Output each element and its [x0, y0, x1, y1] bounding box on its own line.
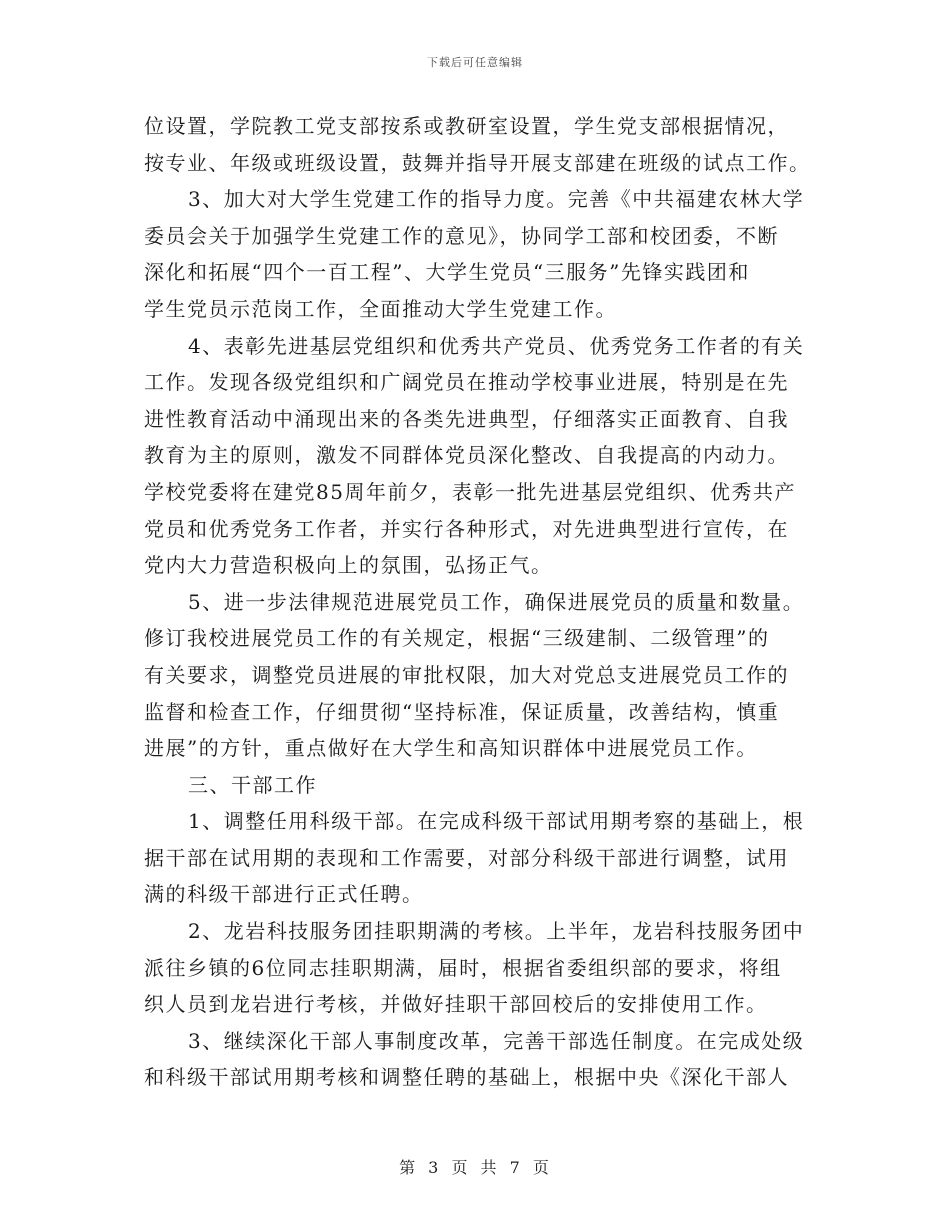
text-line: 2、龙岩科技服务团挂职期满的考核。上半年，龙岩科技服务团中 — [188, 919, 805, 944]
text-line: 教育为主的原则，激发不同群体党员深化整改、自我提高的内动力。 — [144, 443, 789, 468]
text-line: 1、调整任用科级干部。在完成科级干部试用期考察的基础上，根 — [188, 809, 805, 834]
text-line: 学生党员示范岗工作，全面推动大学生党建工作。 — [144, 296, 617, 321]
text-line: 监督和检查工作，仔细贯彻“坚持标准，保证质量，改善结构，慎重 — [144, 699, 780, 724]
section-heading: 三、干部工作 — [188, 772, 317, 797]
text-line: 修订我校进展党员工作的有关规定，根据“三级建制、二级管理”的 — [144, 626, 770, 651]
text-line: 有关要求，调整党员进展的审批权限，加大对党总支进展党员工作的 — [144, 662, 789, 687]
text-line: 5、进一步法律规范进展党员工作，确保进展党员的质量和数量。 — [188, 589, 805, 614]
text-line: 党内大力营造积极向上的氛围，弘扬正气。 — [144, 553, 553, 578]
text-line: 委员会关于加强学生党建工作的意见》，协同学工部和校团委，不断 — [144, 223, 779, 248]
document-body — [144, 108, 811, 1096]
text-line: 3、加大对大学生党建工作的指导力度。完善《中共福建农林大学 — [188, 187, 805, 212]
text-line: 进展”的方针，重点做好在大学生和高知识群体中进展党员工作。 — [144, 736, 758, 761]
text-line: 学校党委将在建党85周年前夕，表彰一批先进基层党组织、优秀共产 — [144, 479, 796, 504]
page-number: 第 3 页 共 7 页 — [399, 1158, 551, 1177]
text-line: 4、表彰先进基层党组织和优秀共产党员、优秀党务工作者的有关 — [188, 333, 805, 358]
text-line: 党员和优秀党务工作者，并实行各种形式，对先进典型进行宣传，在 — [144, 516, 789, 541]
text-line: 工作。发现各级党组织和广阔党员在推动学校事业进展，特别是在先 — [144, 370, 789, 395]
text-line: 位设置，学院教工党支部按系或教研室设置，学生党支部根据情况， — [144, 114, 789, 138]
text-line: 据干部在试用期的表现和工作需要，对部分科级干部进行调整，试用 — [144, 845, 789, 870]
text-line: 进性教育活动中涌现出来的各类先进典型，仔细落实正面教育、自我 — [144, 406, 789, 431]
text-line: 和科级干部试用期考核和调整任聘的基础上，根据中央《深化干部人 — [144, 1065, 789, 1090]
text-line: 满的科级干部进行正式任聘。 — [144, 882, 424, 907]
text-line: 3、继续深化干部人事制度改革，完善干部选任制度。在完成处级 — [188, 1028, 805, 1053]
text-line: 深化和拓展“四个一百工程”、大学生党员“三服务”先锋实践团和 — [144, 260, 750, 285]
text-line: 派往乡镇的6位同志挂职期满，届时，根据省委组织部的要求，将组 — [144, 955, 782, 980]
page-header-note: 下载后可任意编辑 — [427, 56, 523, 69]
text-line: 按专业、年级或班级设置，鼓舞并指导开展支部建在班级的试点工作。 — [144, 150, 811, 175]
text-line: 织人员到龙岩进行考核，并做好挂职干部回校后的安排使用工作。 — [144, 992, 768, 1017]
